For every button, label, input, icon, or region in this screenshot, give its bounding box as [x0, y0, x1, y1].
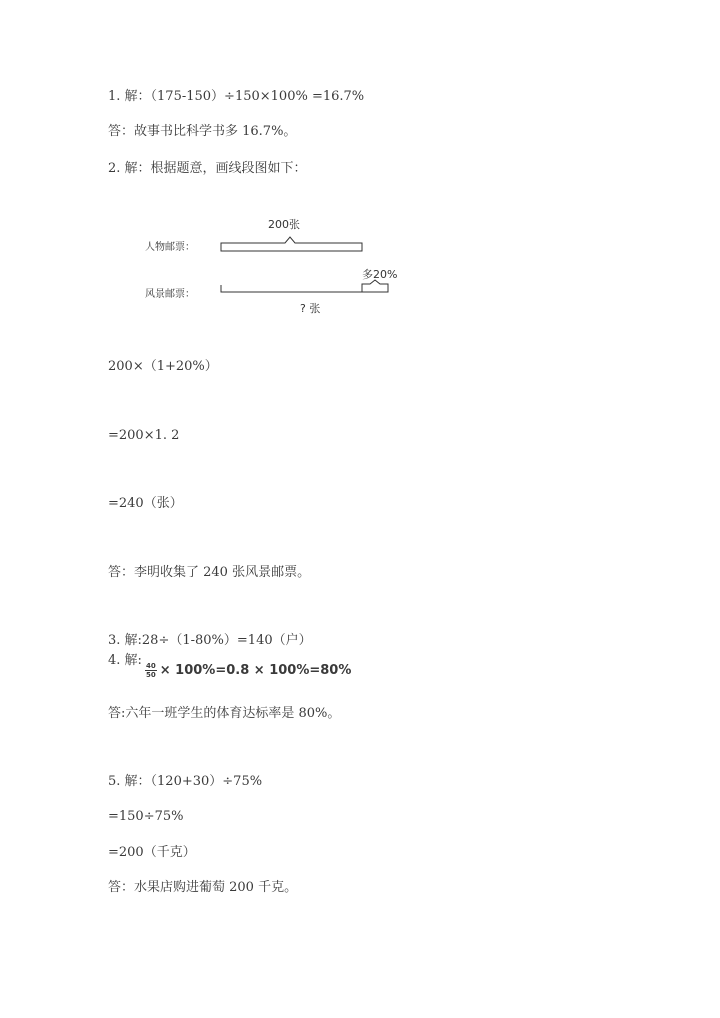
q4-prefix: 4. 解:	[108, 653, 142, 668]
q4-fraction-denominator: 50	[146, 671, 156, 679]
scenery-bar	[221, 285, 362, 292]
q5-step3: =200（千克）	[108, 845, 196, 860]
q2-intro: 2. 解：根据题意，画线段图如下：	[108, 161, 307, 176]
q4-solution	[108, 653, 142, 669]
q5-step2: =150÷75%	[108, 809, 184, 824]
q2-step3: =240（张）	[108, 496, 183, 511]
q4-expression: × 100%=0.8 × 100%=80%	[159, 663, 352, 678]
diagram-label-people: 人物邮票：	[145, 242, 195, 253]
q5-step1: 5. 解：（120+30）÷75%	[108, 774, 263, 789]
people-bar	[221, 237, 362, 251]
diagram-label-scenery: 风景邮票：	[145, 289, 195, 300]
scenery-extra-bar	[362, 280, 388, 292]
q3-solution: 3. 解:28÷（1-80%）=140（户）	[108, 633, 312, 648]
diagram-more-label: 多20%	[362, 268, 398, 281]
line-segment-diagram	[0, 205, 720, 325]
diagram-top-value: 200张	[268, 218, 300, 231]
q4-answer: 答:六年一班学生的体育达标率是 80%。	[108, 706, 341, 721]
q2-answer: 答：李明收集了 240 张风景邮票。	[108, 565, 311, 580]
q1-answer: 答：故事书比科学书多 16.7%。	[108, 124, 297, 139]
q1-solution: 1. 解：（175-150）÷150×100% =16.7%	[108, 89, 365, 104]
q5-answer: 答：水果店购进葡萄 200 千克。	[108, 880, 298, 895]
q2-step1: 200×（1+20%）	[108, 359, 218, 374]
q2-step2: =200×1. 2	[108, 428, 180, 443]
q4-fraction-numerator: 40	[146, 662, 156, 670]
diagram-unknown-label: ? 张	[300, 302, 321, 315]
q4-formula	[145, 661, 351, 681]
q4-fraction	[145, 662, 157, 679]
